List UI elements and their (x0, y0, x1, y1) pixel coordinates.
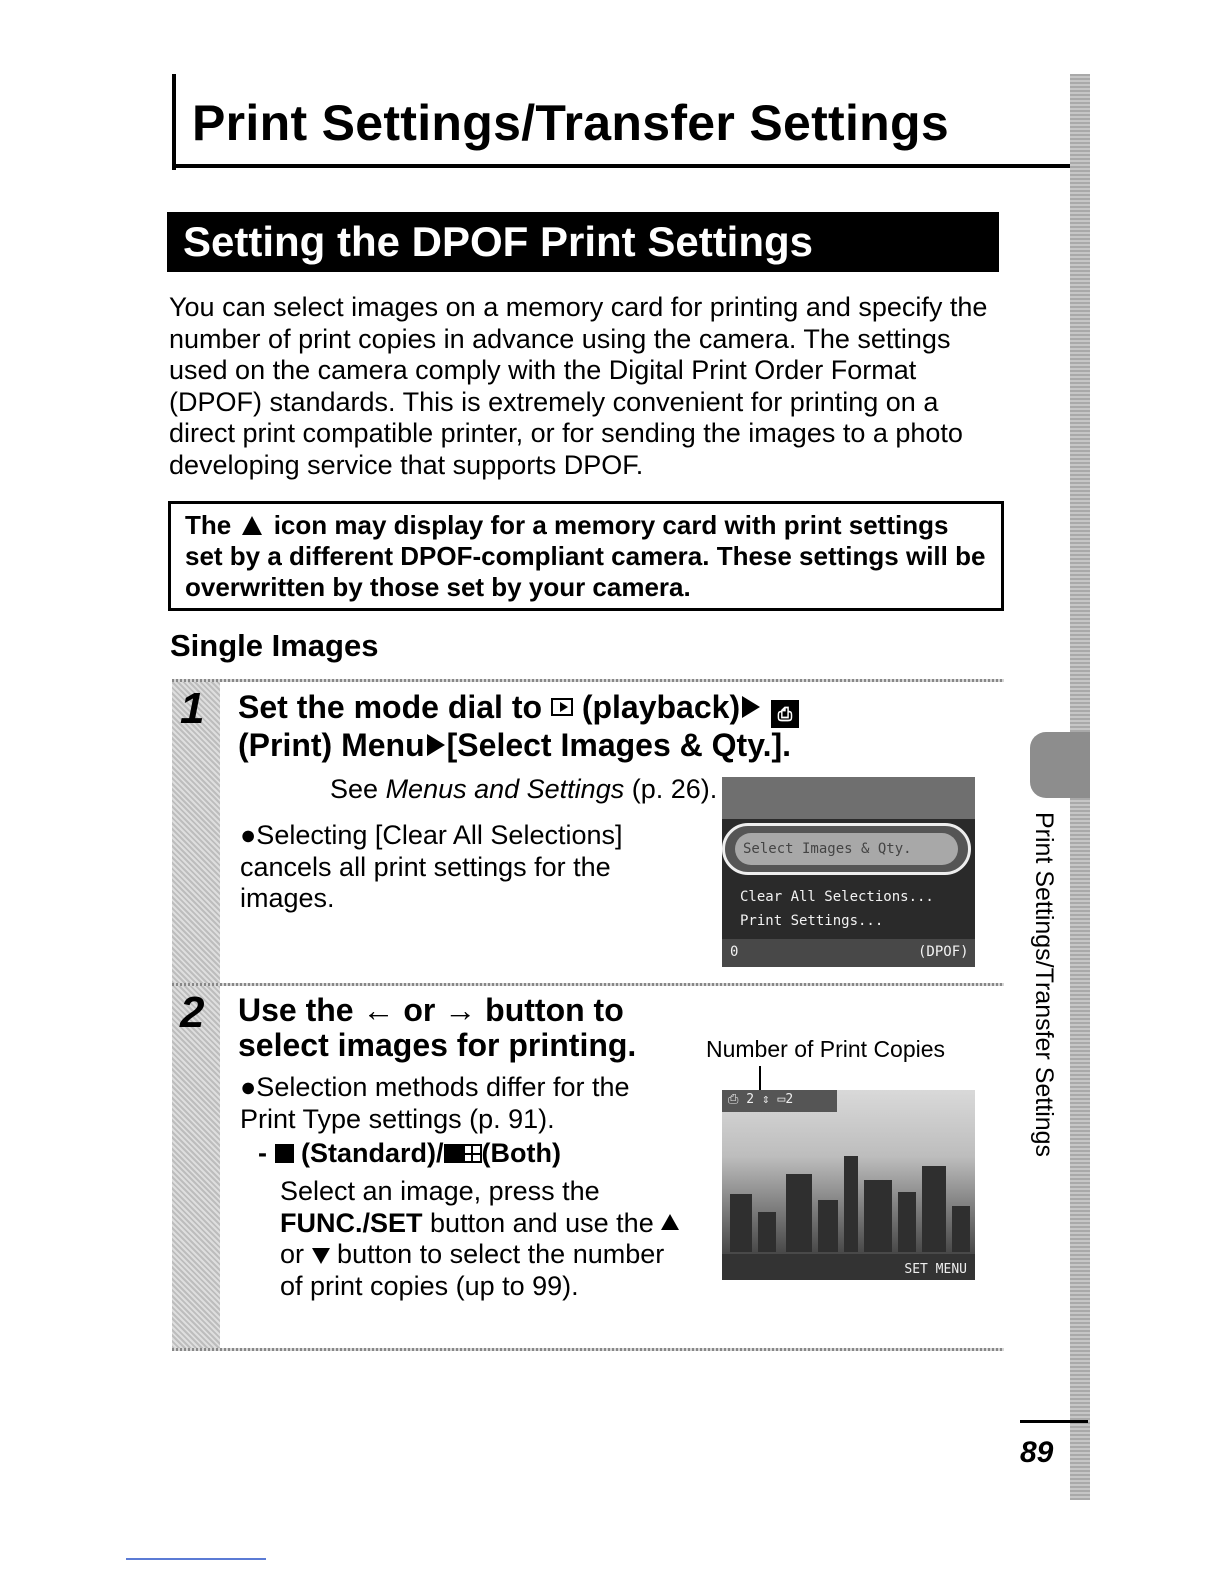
step2-bullet: ●Selection methods differ for the Print Type settings (p. 91). (240, 1072, 630, 1134)
option-standard: (Standard)/ (301, 1138, 444, 1168)
option-both: (Both) (481, 1138, 561, 1168)
selected-menu-item (722, 823, 971, 875)
print-menu-icon: ⎙ (771, 700, 799, 728)
building (922, 1166, 946, 1252)
func-set-label: FUNC./SET (280, 1207, 423, 1238)
subheading: Single Images (170, 628, 379, 663)
step1-text-c: (Print) Menu (238, 727, 425, 763)
building (758, 1212, 776, 1252)
instr-c: button to select the number of print copies (up to 99). (280, 1239, 665, 1301)
section-title: Setting the DPOF Print Settings (167, 212, 999, 272)
step1-bullet: ●Selecting [Clear All Selections] cancels all print settings for the images. (240, 820, 623, 913)
step2-number: 2 (180, 988, 205, 1037)
page-number-rule (1020, 1420, 1088, 1423)
step1-text-a: Set the mode dial to (238, 689, 543, 725)
step2-column (172, 986, 220, 1348)
bottom-line (126, 1558, 266, 1560)
step2-text-a: Use the (238, 992, 354, 1028)
see-reference (330, 774, 717, 806)
step2-text-d: select images for printing. (238, 1027, 637, 1063)
step2-top-rule (172, 983, 1004, 986)
step2-text-c: button to (485, 992, 624, 1028)
menu-item: Clear All Selections... (740, 889, 934, 905)
see-link: Menus and Settings (385, 774, 625, 804)
note-prefix: The (185, 510, 232, 540)
title-bar (172, 74, 176, 170)
note-box (168, 501, 1004, 611)
down-arrow-icon (312, 1248, 330, 1264)
note-text: icon may display for a memory card with print settings set by a different DPOF-compliant camera. These settings will be overwritten by those set by your camera. (185, 510, 986, 602)
menu-tabs (722, 777, 975, 819)
see-prefix: See (330, 774, 379, 804)
building (818, 1200, 838, 1252)
instr-a: Select an image, press the (280, 1176, 600, 1206)
step1-text-b: (playback) (581, 689, 741, 725)
page-title: Print Settings/Transfer Settings (192, 95, 949, 151)
left-arrow-icon: ← (362, 992, 395, 1028)
selected-item-label: Select Images & Qty. (735, 833, 958, 865)
instr-b: button and use the (430, 1207, 654, 1238)
right-arrow-icon: → (444, 992, 477, 1028)
menu-item: Print Settings... (740, 913, 884, 929)
screen-footer (722, 1254, 975, 1280)
copies-total: 2 (785, 1092, 794, 1107)
step2-text-b: or (403, 992, 436, 1028)
dpof-label: (DPOF) (918, 944, 969, 960)
index-icon (463, 1144, 482, 1163)
step1-text-d: [Select Images & Qty.]. (446, 727, 792, 763)
see-suffix: (p. 26). (631, 774, 718, 804)
instr-or: or (280, 1239, 305, 1269)
print-type-option: - (Standard)/ (Both) (258, 1138, 561, 1168)
copies-indicator (722, 1090, 837, 1112)
copies-count: 0 (730, 944, 739, 960)
edge-label: Print Settings/Transfer Settings (1030, 812, 1058, 1158)
building (898, 1192, 916, 1252)
page-number: 89 (1020, 1436, 1054, 1469)
chapter-tab (1030, 732, 1090, 798)
footer-buttons: SET MENU (904, 1262, 967, 1277)
screen-footer (722, 939, 975, 967)
playback-icon (551, 698, 573, 716)
image-screen (722, 1090, 975, 1280)
title-rule (172, 164, 1088, 168)
arrow-right-icon (427, 734, 445, 756)
building (952, 1206, 970, 1252)
standard-icon (444, 1144, 463, 1163)
step1-heading (238, 690, 799, 763)
up-arrow-icon (661, 1214, 679, 1230)
building (730, 1194, 752, 1252)
warning-icon (242, 516, 262, 535)
menu-screen (722, 777, 975, 967)
intro-paragraph: You can select images on a memory card for printing and specify the number of print copies in advance using the camera. The settings used on the camera comply with the Digital Print Order Format (DPOF) standards. This is extremely convenient for printing on a direct print compatible printer, or for sending the images to a photo developing service that supports DPOF. (169, 292, 988, 480)
copies-value: 2 (746, 1092, 755, 1107)
building (786, 1174, 812, 1252)
building (864, 1180, 892, 1252)
print-copies-label: Number of Print Copies (706, 1036, 946, 1062)
step2-instructions (280, 1176, 680, 1302)
steps-bottom-rule (172, 1348, 1004, 1351)
copies-bar: ⎙ 2 ⇕ ▭2 (728, 1092, 794, 1107)
building (844, 1156, 858, 1252)
step2-heading (238, 993, 636, 1063)
step1-top-rule (172, 679, 1004, 682)
standard-icon (275, 1144, 294, 1163)
arrow-right-icon (742, 696, 760, 718)
step1-number: 1 (180, 684, 205, 733)
